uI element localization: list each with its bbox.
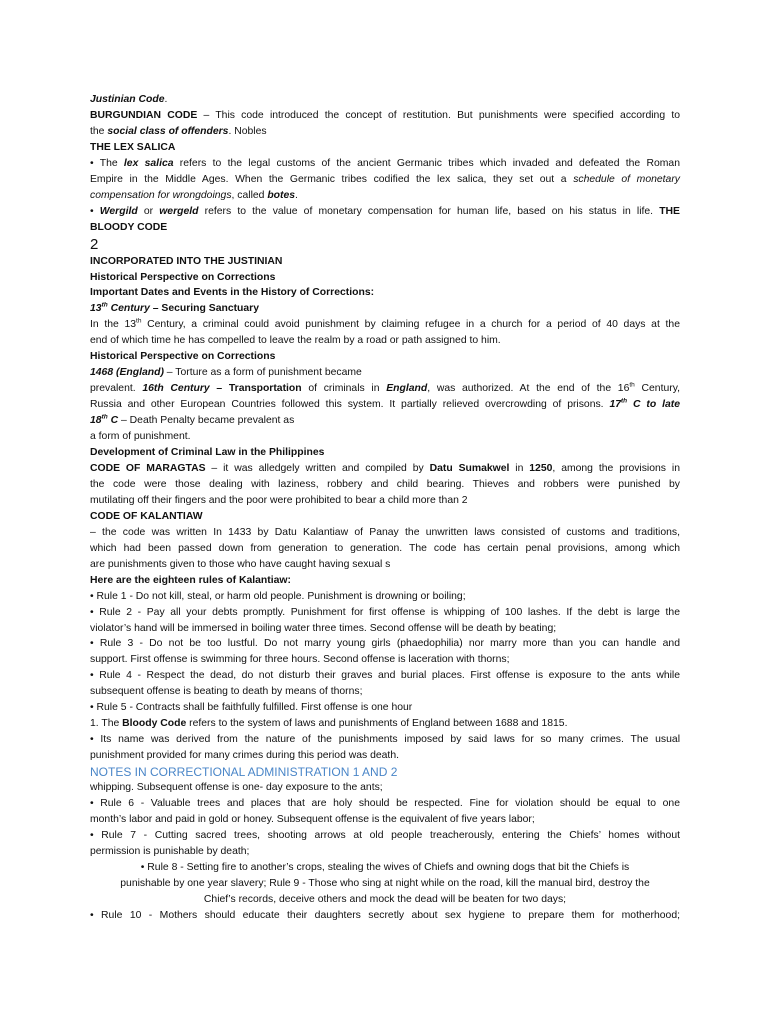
bullet-line: • Rule 7 - Cutting sacred trees, shooting arrows at old people treacherously, entering the Chiefs’ homes without: [90, 829, 680, 841]
text-line: support. First offense is swimming for three hours. Second offense is laceration with thorns;: [90, 654, 510, 666]
bullet-line: • Rule 2 - Pay all your debts promptly. Punishment for first offense is whipping of 100 lashes. If the debt is large the: [90, 606, 680, 618]
bullet-line: • Rule 6 - Valuable trees and places that are holy should be respected. Fine for violation should be equal to one: [90, 798, 680, 810]
text-line: 13th Century – Securing Sanctuary: [90, 301, 260, 315]
bullet-line: • Wergild or wergeld refers to the value of monetary compensation for human life, based on his status in life. THE: [90, 205, 680, 217]
text-line: violator’s hand will be immersed in boiling water three times. Second offense will be death by beating;: [90, 622, 557, 634]
text-line: 1. The Bloody Code refers to the system of laws and punishments of England between 1688 and 1815.: [90, 718, 568, 730]
text-line: 18th C – Death Penalty became prevalent as: [90, 413, 295, 427]
text-line: Russia and other European Countries followed this system. It partially relieved overcrowding of prisons. 17th C to late: [90, 397, 680, 411]
section-heading: INCORPORATED INTO THE JUSTINIAN: [90, 255, 283, 267]
text-line: Chief’s records, deceive others and mock the dead will be beaten for two days;: [203, 893, 567, 905]
text-line: mutilating off their fingers and the poor were prohibited to bear a child more than 2: [90, 494, 468, 506]
text-line: the social class of offenders. Nobles: [90, 125, 267, 137]
section-heading: Development of Criminal Law in the Philippines: [90, 447, 325, 459]
page-number: 2: [90, 235, 99, 253]
text-line: punishment provided for many crimes during this period was death.: [90, 750, 399, 762]
bullet-line: • Rule 3 - Do not be too lustful. Do not marry young girls (phaedophilia) nor marry more than you can handle and: [90, 638, 680, 650]
text-line: subsequent offense is beating to death by means of thorns;: [90, 686, 363, 698]
section-heading: Historical Perspective on Corrections: [90, 271, 276, 283]
text-line: BURGUNDIAN CODE – This code introduced the concept of restitution. But punishments were specified according to: [90, 109, 680, 121]
text-line: – the code was written In 1433 by Datu Kalantiaw of Panay the unwritten laws consisted of customs and traditions,: [90, 526, 680, 538]
section-heading: BLOODY CODE: [90, 221, 168, 233]
text-line: 1468 (England) – Torture as a form of punishment became: [90, 367, 362, 379]
bullet-line: • Rule 1 - Do not kill, steal, or harm old people. Punishment is drowning or boiling;: [90, 590, 466, 602]
text-line: punishable by one year slavery; Rule 9 - Those who sing at night while on the road, kill the manual bird, destroy the: [120, 877, 650, 889]
text-line: Justinian Code.: [90, 94, 168, 105]
section-heading: Here are the eighteen rules of Kalantiaw:: [90, 574, 291, 586]
text-line: compensation for wrongdoings, called botes.: [90, 189, 298, 201]
bullet-line: • Rule 4 - Respect the dead, do not disturb their graves and burial places. First offense is exposure to the ants while: [90, 670, 680, 682]
bullet-line: • Its name was derived from the nature of the punishments imposed by said laws for so many crimes. The usual: [90, 734, 680, 746]
section-heading: THE LEX SALICA: [90, 141, 176, 153]
text-line: whipping. Subsequent offense is one- day exposure to the ants;: [90, 782, 383, 794]
section-heading: CODE OF KALANTIAW: [90, 510, 203, 522]
bullet-line: • Rule 10 - Mothers should educate their daughters secretly about sex hygiene to prepare them for motherhood;: [90, 909, 680, 921]
running-header: NOTES IN CORRECTIONAL ADMINISTRATION 1 AND 2: [90, 765, 398, 780]
section-heading: Historical Perspective on Corrections: [90, 351, 276, 363]
text-line: which had been passed down from generation to generation. The code has certain penal provisions, among which: [90, 542, 680, 554]
text-line: permission is punishable by death;: [90, 845, 250, 857]
text-line: Empire in the Middle Ages. When the Germanic tribes codified the lex salica, they set out a schedule of monetary: [90, 173, 680, 185]
text-line: prevalent. 16th Century – Transportation of criminals in England, was authorized. At the end of the 16th Century,: [90, 381, 681, 395]
bullet-line: • The lex salica refers to the legal customs of the ancient Germanic tribes which invaded and defeated the Roman: [90, 157, 680, 169]
text-line: the code were those dealing with laziness, robbery and child bearing. Thieves and robbers were punished by: [90, 478, 680, 490]
bullet-line: • Rule 5 - Contracts shall be faithfully fulfilled. First offense is one hour: [90, 702, 413, 714]
text-line: end of which time he has compelled to leave the realm by a road or path assigned to him.: [90, 335, 501, 347]
text-line: CODE OF MARAGTAS – it was alledgely written and compiled by Datu Sumakwel in 1250, among the provisions in: [90, 462, 680, 474]
text-line: a form of punishment.: [90, 431, 191, 443]
text-line: In the 13th Century, a criminal could avoid punishment by claiming refugee in a church for a period of 40 days at the: [90, 317, 680, 331]
text-line: are punishments given to those who have caught having sexual s: [90, 558, 391, 570]
section-heading: Important Dates and Events in the History of Corrections:: [90, 287, 375, 299]
bullet-line: • Rule 8 - Setting fire to another’s crops, stealing the wives of Chiefs and owning dogs that bit the Chiefs is: [140, 861, 630, 873]
text-line: month’s labor and paid in gold or honey. Subsequent offense is the equivalent of five years labor;: [90, 813, 535, 825]
